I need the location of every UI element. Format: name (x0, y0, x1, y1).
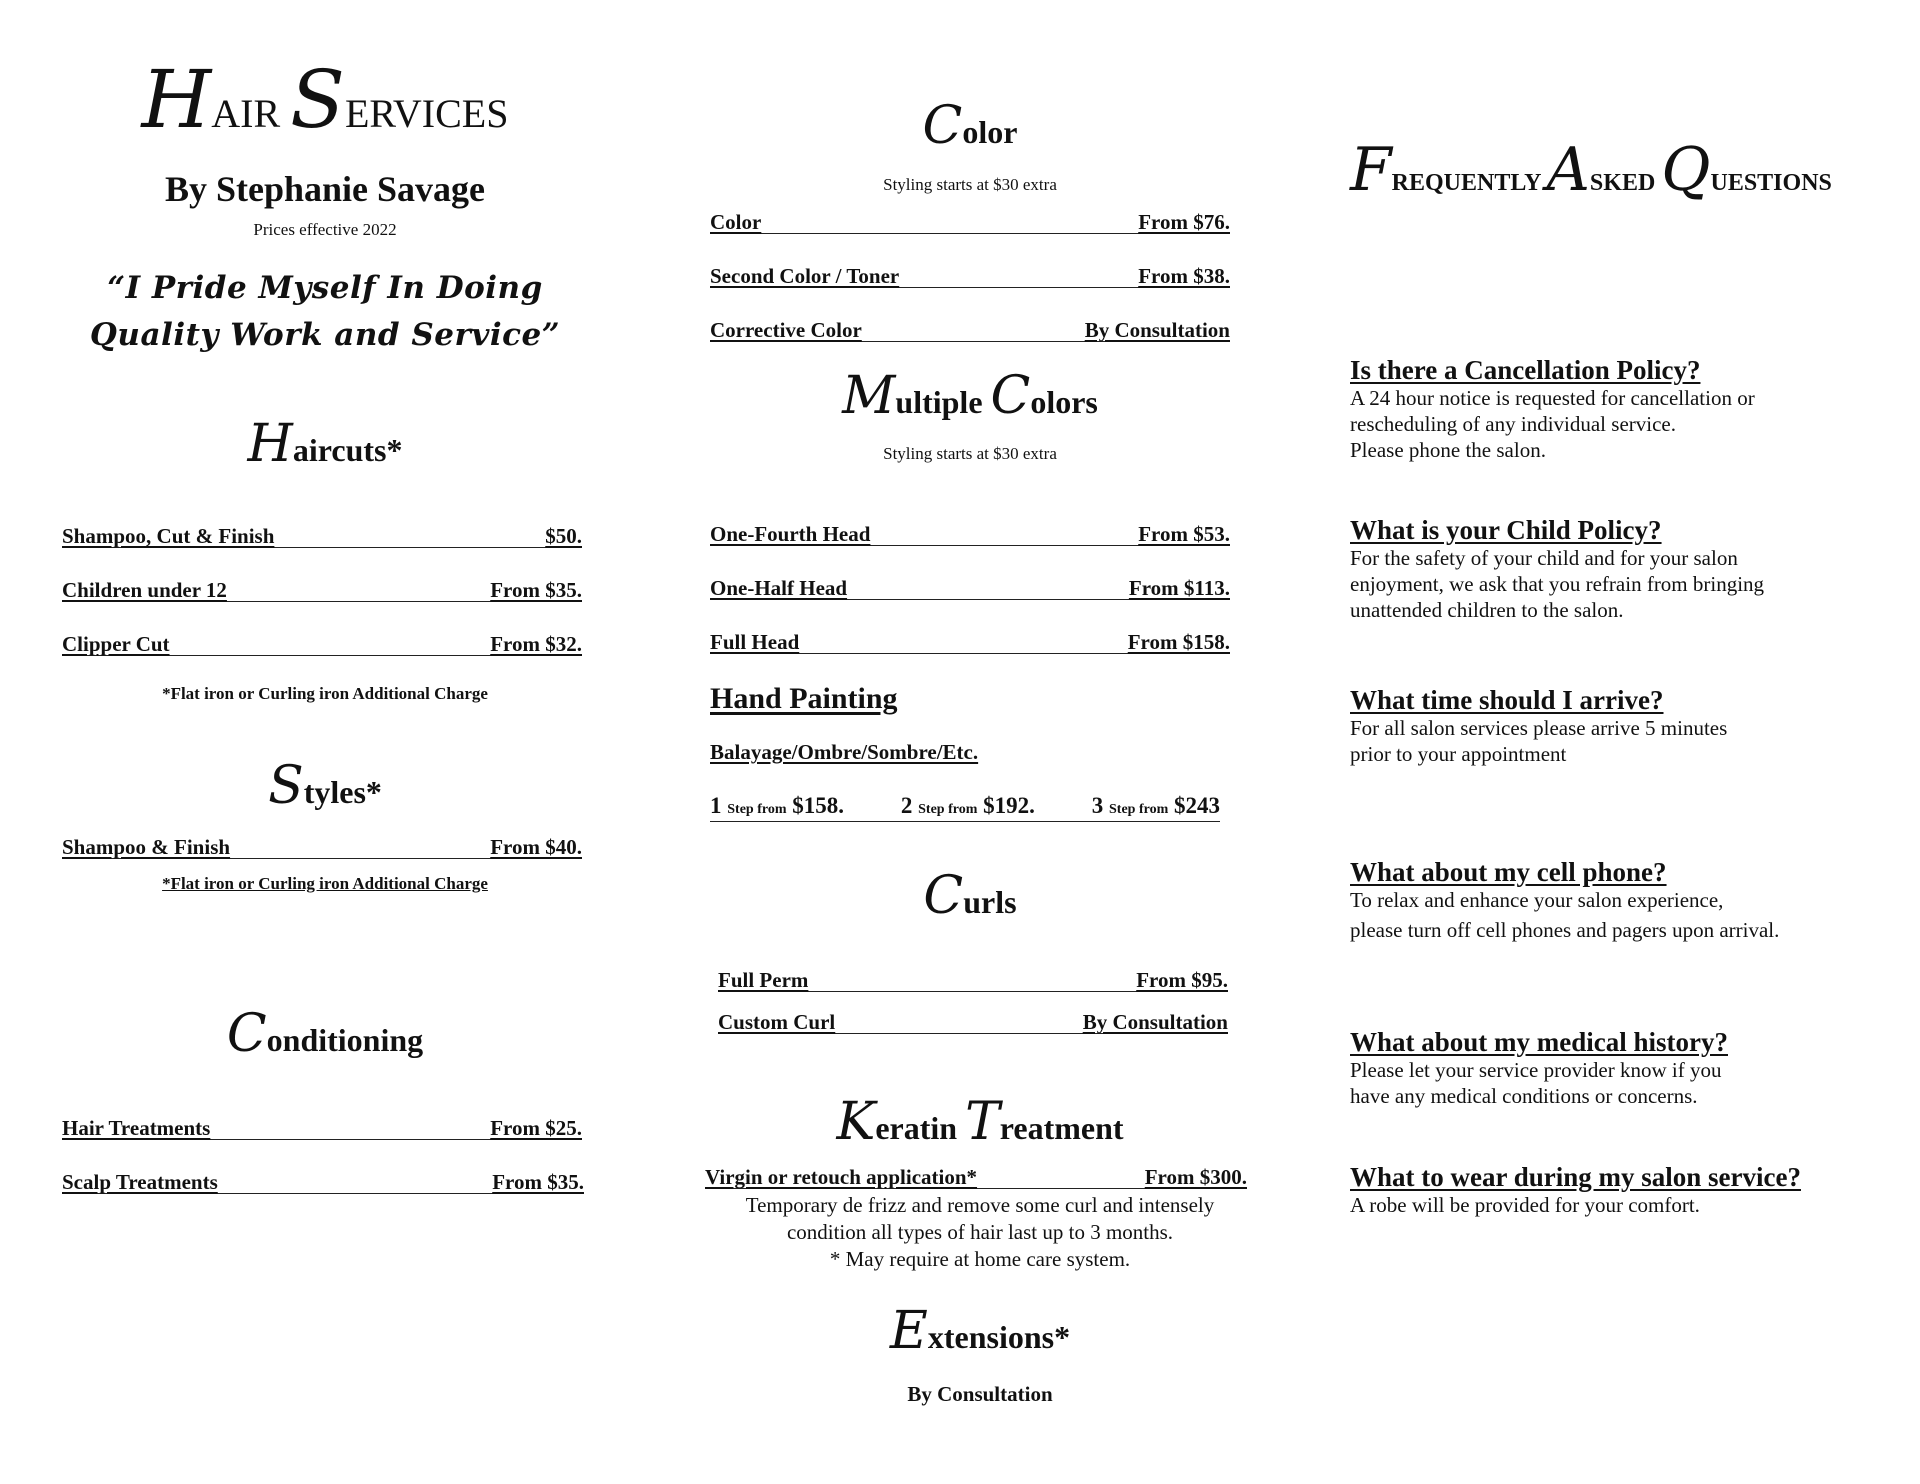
service-price: From $95. (1136, 968, 1228, 992)
service-price: $50. (545, 524, 582, 548)
title-rest-air: AIR (211, 91, 281, 136)
faq-answer-line: prior to your appointment (1350, 742, 1567, 766)
faq-question: Is there a Cancellation Policy? (1350, 355, 1701, 385)
faq-answer-line: For the safety of your child and for your salon (1350, 546, 1738, 570)
treatment-rest: reatment (999, 1110, 1124, 1146)
service-name: Clipper Cut (62, 632, 170, 656)
service-price: From $53. (1138, 522, 1230, 546)
extensions-note: By Consultation (907, 1382, 1053, 1406)
prices-effective: Prices effective 2022 (253, 220, 397, 239)
multiple-colors-row (710, 520, 1230, 546)
curls-heading (710, 866, 1230, 926)
faq-answer-line: have any medical conditions or concerns. (1350, 1084, 1698, 1108)
hand-painting-steps (710, 794, 1220, 822)
title-rest-ervices: ERVICES (344, 91, 509, 136)
color-subtitle: Styling starts at $30 extra (883, 175, 1057, 194)
faq-item-arrival (1350, 685, 1890, 767)
service-name: Second Color / Toner (710, 264, 900, 288)
styles-row (62, 833, 582, 859)
faq-item-cell-phone (1350, 857, 1890, 943)
step-item (901, 794, 1035, 821)
keratin-rest: eratin (875, 1110, 958, 1146)
faq-item-cancellation (1350, 355, 1890, 463)
step-price: $243 (1173, 793, 1220, 818)
faq-rest-sked: SKED (1589, 170, 1656, 196)
faq-question: What is your Child Policy? (1350, 515, 1662, 545)
service-name: Full Head (710, 630, 800, 654)
step-number: 1 (710, 793, 722, 818)
step-label: Step from (1109, 802, 1169, 817)
faq-answer-line: For all salon services please arrive 5 minutes (1350, 716, 1728, 740)
curls-cap: C (923, 866, 964, 926)
service-price: From $35. (490, 578, 582, 602)
service-name: One-Half Head (710, 576, 848, 600)
colors-rest: olors (1030, 384, 1098, 420)
faq-answer-line: rescheduling of any individual service. (1350, 412, 1676, 436)
service-price: From $25. (490, 1116, 582, 1140)
quote (60, 265, 590, 359)
service-name: One-Fourth Head (710, 522, 871, 546)
curls-row (718, 966, 1228, 992)
styles-heading (60, 756, 590, 816)
faq-item-medical (1350, 1027, 1890, 1109)
multiple-colors-subtitle: Styling starts at $30 extra (883, 444, 1057, 463)
service-name: Color (710, 210, 762, 234)
haircuts-rest: aircuts* (292, 432, 403, 468)
conditioning-cap: C (226, 1004, 267, 1064)
curls-rest: urls (963, 884, 1017, 920)
styles-note: *Flat iron or Curling iron Additional Charge (162, 874, 488, 893)
extensions-cap: E (889, 1301, 928, 1361)
service-price: From $76. (1138, 210, 1230, 234)
conditioning-rest: onditioning (266, 1022, 424, 1058)
service-name: Shampoo, Cut & Finish (62, 524, 275, 548)
service-price: From $300. (1144, 1165, 1247, 1189)
service-name: Shampoo & Finish (62, 835, 231, 859)
extensions-rest: xtensions* (927, 1319, 1071, 1355)
styles-cap: S (268, 756, 304, 816)
faq-answer-line: To relax and enhance your salon experience, (1350, 888, 1724, 912)
step-price: $158. (792, 793, 844, 818)
keratin-desc-line-2: condition all types of hair last up to 3 months. (786, 1220, 1174, 1244)
haircuts-heading (60, 414, 590, 474)
step-label: Step from (727, 802, 787, 817)
service-price: From $158. (1127, 630, 1230, 654)
title-cap-h: H (141, 53, 212, 146)
treatment-cap: T (965, 1092, 1000, 1152)
haircuts-cap: H (247, 414, 293, 474)
title-cap-s: S (290, 53, 345, 146)
multiple-colors-heading (710, 366, 1230, 426)
color-row (710, 316, 1230, 342)
multiple-colors-row (710, 574, 1230, 600)
faq-item-child-policy (1350, 515, 1890, 623)
multiple-rest: ultiple (895, 384, 983, 420)
keratin-description (690, 1192, 1270, 1273)
service-name: Virgin or retouch application* (705, 1165, 978, 1189)
step-price: $192. (983, 793, 1035, 818)
faq-answer-line: A 24 hour notice is requested for cancellation or (1350, 386, 1755, 410)
faq-answer-line: unattended children to the salon. (1350, 598, 1624, 622)
haircuts-note: *Flat iron or Curling iron Additional Charge (162, 684, 488, 703)
service-price: From $35. (492, 1170, 584, 1194)
faq-answer-line: please turn off cell phones and pagers upon arrival. (1350, 918, 1780, 942)
hand-painting-heading: Hand Painting (710, 682, 898, 715)
service-price: From $40. (490, 835, 582, 859)
faq-cap-a: A (1546, 135, 1590, 205)
service-price: By Consultation (1084, 318, 1230, 342)
faq-cap-f: F (1350, 135, 1392, 205)
color-cap: C (922, 96, 963, 156)
faq-rest-requently: REQUENTLY (1391, 170, 1541, 196)
color-heading (710, 96, 1230, 156)
service-name: Corrective Color (710, 318, 862, 342)
faq-question: What about my medical history? (1350, 1027, 1728, 1057)
faq-answer-line: A robe will be provided for your comfort. (1350, 1193, 1700, 1217)
faq-cap-q: Q (1661, 135, 1711, 205)
service-name: Scalp Treatments (62, 1170, 218, 1194)
colors-cap: C (990, 366, 1031, 426)
page-title (60, 53, 590, 146)
faq-answer-line: enjoyment, we ask that you refrain from bringing (1350, 572, 1765, 596)
keratin-row (705, 1163, 1247, 1189)
step-item (710, 794, 844, 821)
faq-question: What to wear during my salon service? (1350, 1162, 1801, 1192)
haircut-row (62, 522, 582, 548)
faq-title (1350, 135, 1890, 205)
multiple-cap: M (842, 366, 896, 426)
conditioning-row (62, 1168, 584, 1194)
service-price: By Consultation (1082, 1010, 1228, 1034)
service-name: Full Perm (718, 968, 809, 992)
service-price: From $38. (1138, 264, 1230, 288)
color-row (710, 262, 1230, 288)
haircut-row (62, 576, 582, 602)
step-number: 3 (1091, 793, 1104, 818)
quote-line-2: Quality Work and Service” (89, 317, 561, 353)
faq-question: What about my cell phone? (1350, 857, 1667, 887)
faq-question: What time should I arrive? (1350, 685, 1664, 715)
keratin-cap: K (836, 1092, 876, 1152)
multiple-colors-row (710, 628, 1230, 654)
keratin-desc-line-1: Temporary de frizz and remove some curl and intensely (745, 1193, 1215, 1217)
faq-rest-uestions: UESTIONS (1710, 170, 1832, 196)
color-row (710, 208, 1230, 234)
faq-answer-line: Please let your service provider know if you (1350, 1058, 1722, 1082)
keratin-desc-line-3: * May require at home care system. (829, 1247, 1131, 1271)
keratin-heading (710, 1092, 1250, 1152)
by-line: By Stephanie Savage (164, 169, 486, 209)
conditioning-heading (60, 1004, 590, 1064)
service-price: From $32. (490, 632, 582, 656)
step-label: Step from (918, 802, 978, 817)
step-number: 2 (900, 793, 913, 818)
service-price: From $113. (1128, 576, 1230, 600)
styles-rest: tyles* (303, 774, 382, 810)
hand-painting-subtitle: Balayage/Ombre/Sombre/Etc. (710, 740, 979, 764)
service-name: Custom Curl (718, 1010, 836, 1034)
quote-line-1: “I Pride Myself In Doing (107, 270, 543, 306)
curls-row (718, 1008, 1228, 1034)
service-name: Children under 12 (62, 578, 227, 602)
extensions-heading (710, 1301, 1250, 1361)
faq-answer-line: Please phone the salon. (1350, 438, 1546, 462)
step-item (1092, 794, 1220, 821)
haircut-row (62, 630, 582, 656)
faq-item-attire (1350, 1162, 1890, 1218)
service-name: Hair Treatments (62, 1116, 211, 1140)
color-rest: olor (962, 114, 1018, 150)
conditioning-row (62, 1114, 582, 1140)
